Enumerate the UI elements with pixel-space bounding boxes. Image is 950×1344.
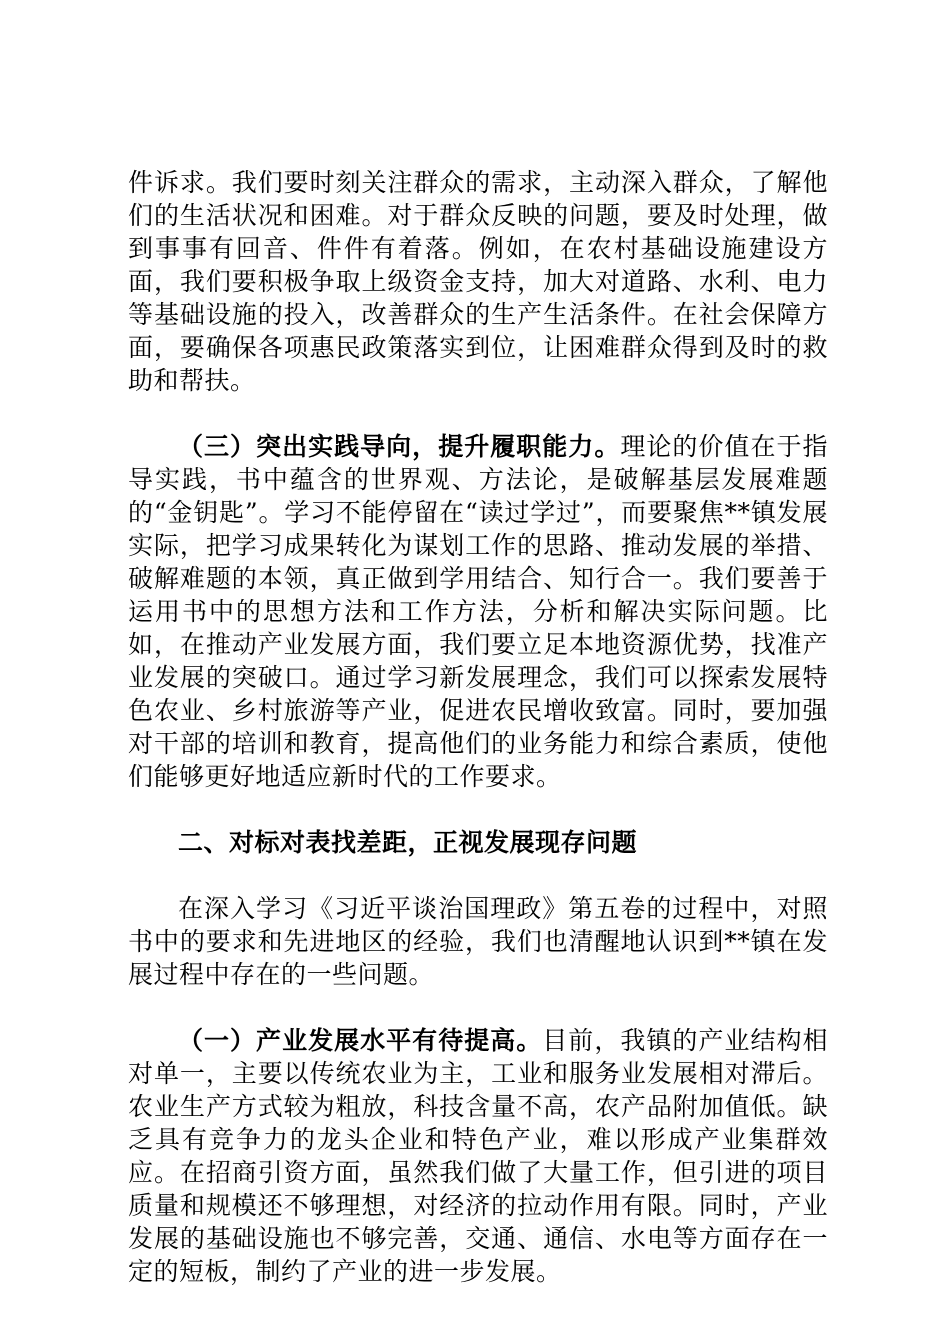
paragraph-text: 件诉求。我们要时刻关注群众的需求，主动深入群众，了解他们的生活状况和困难。对于群众反映的问题，要及时处理，做到事事有回音、件件有着落。例如，在农村基础设施建设方面，我们要积极争取上级资金支持，加大对道路、水利、电力等基础设施的投入，改善群众的生产生活条件。在社会保障方面，要确保各项惠民政策落实到位，让困难群众得到及时的救助和帮扶。 [128, 168, 828, 395]
paragraph-continuation [128, 166, 828, 397]
paragraph-text: 理论的价值在于指导实践，书中蕴含的世界观、方法论，是破解基层发展难题的“金钥匙”。学习不能停留在“读过学过”，而要聚焦**镇发展实际，把学习成果转化为谋划工作的思路、推动发展的举措、破解难题的本领，真正做到学用结合、知行合一。我们要善于运用书中的思想方法和工作方法，分析和解决实际问题。比如，在推动产业发展方面，我们要立足本地资源优势，找准产业发展的突破口。通过学习新发展理念，我们可以探索发展特色农业、乡村旅游等产业，促进农民增收致富。同时，要加强对干部的培训和教育，提高他们的业务能力和综合素质，使他们能够更好地适应新时代的工作要求。 [128, 432, 828, 791]
paragraph-text: 目前，我镇的产业结构相对单一，主要以传统农业为主，工业和服务业发展相对滞后。农业生产方式较为粗放，科技含量不高，农产品附加值低。缺乏具有竞争力的龙头企业和特色产业，难以形成产业集群效应。在招商引资方面，虽然我们做了大量工作，但引进的项目质量和规模还不够理想，对经济的拉动作用有限。同时，产业发展的基础设施也不够完善，交通、通信、水电等方面存在一定的短板，制约了产业的进一步发展。 [128, 1026, 828, 1286]
paragraph-lead-heading: （一）产业发展水平有待提高。 [178, 1026, 543, 1055]
paragraph-lead-heading: （三）突出实践导向，提升履职能力。 [178, 432, 621, 461]
paragraph-industry-level [128, 1024, 828, 1288]
section-heading: 二、对标对表找差距，正视发展现存问题 [178, 828, 638, 857]
paragraph-practice-orientation [128, 430, 828, 793]
paragraph-text: 在深入学习《习近平谈治国理政》第五卷的过程中，对照书中的要求和先进地区的经验，我们也清醒地认识到**镇在发展过程中存在的一些问题。 [128, 894, 828, 989]
paragraph-section-intro [128, 892, 828, 991]
document-page [128, 166, 828, 1288]
